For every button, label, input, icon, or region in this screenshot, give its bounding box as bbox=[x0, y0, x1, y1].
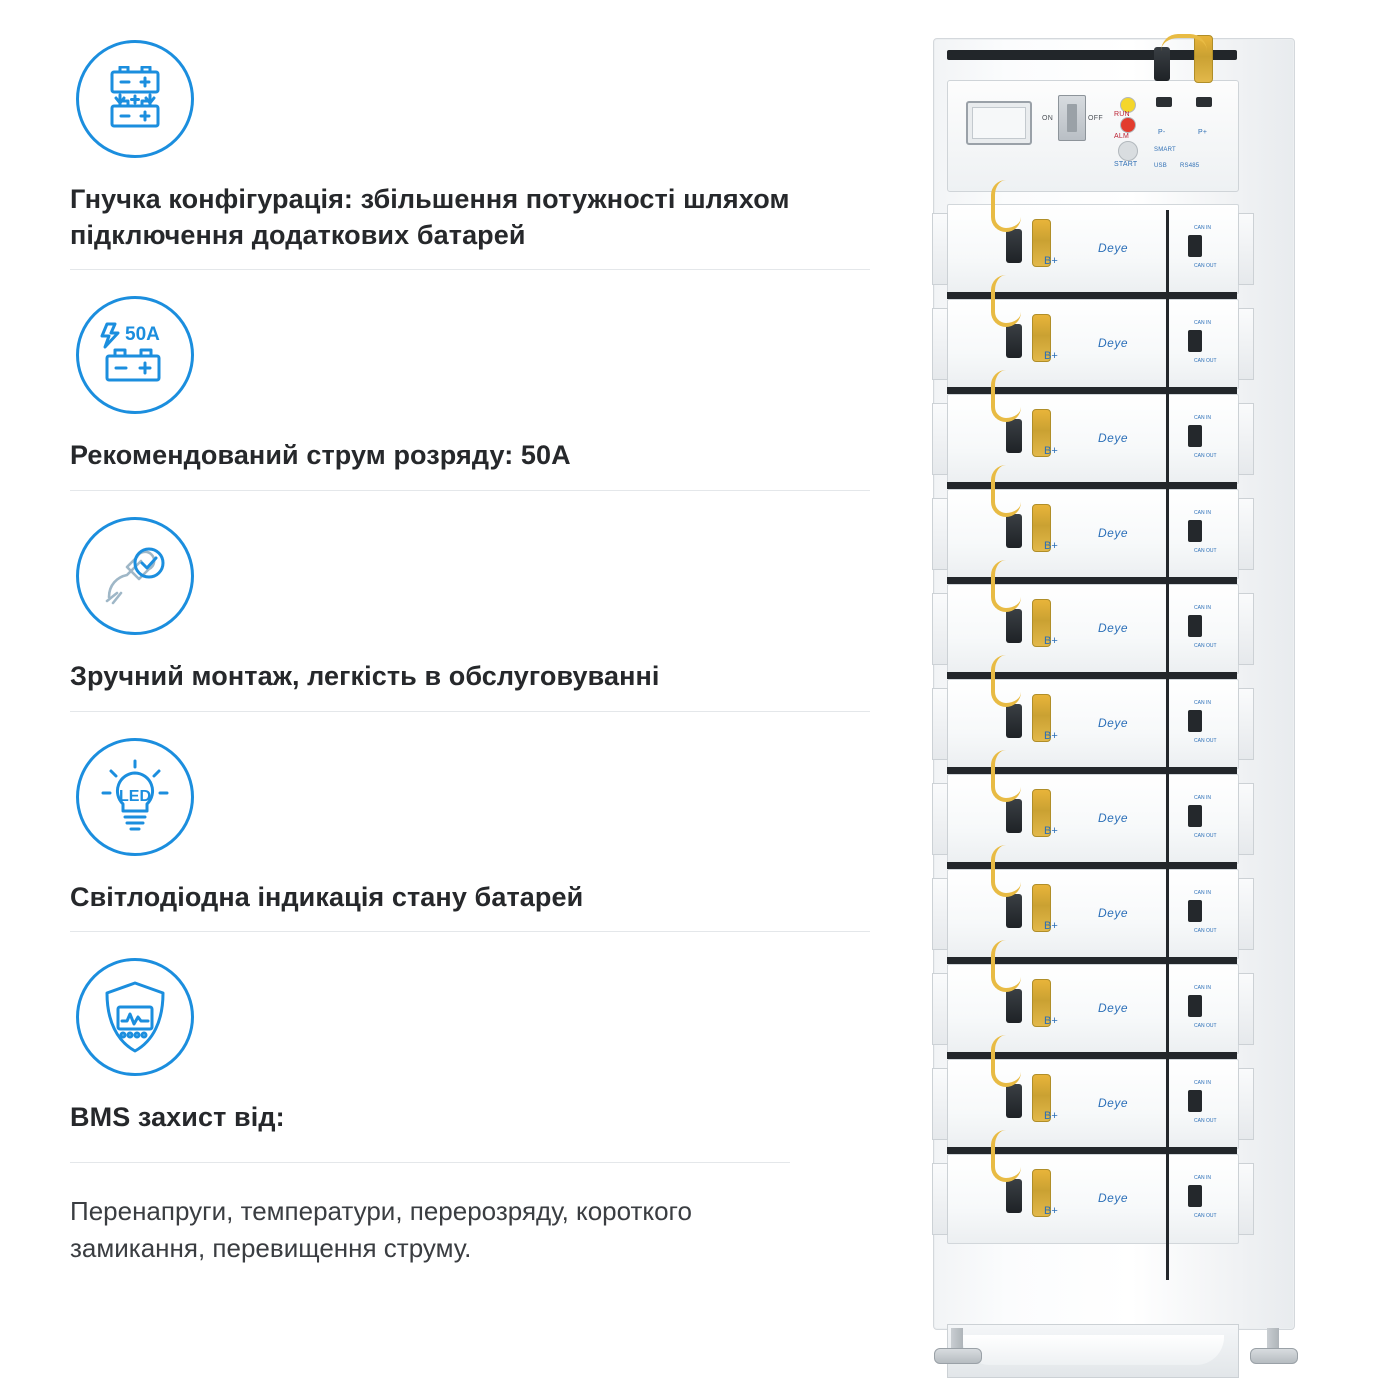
can-out-label: CAN OUT bbox=[1194, 453, 1217, 459]
communication-bus-cable bbox=[1166, 210, 1169, 1280]
brand-logo: Deye bbox=[1098, 526, 1129, 540]
mount-ear-right bbox=[1238, 593, 1254, 665]
controller-module bbox=[947, 80, 1239, 192]
usb-label: USB bbox=[1154, 163, 1167, 169]
mount-ear-left bbox=[932, 878, 948, 950]
can-out-label: CAN OUT bbox=[1194, 1118, 1217, 1124]
leveling-foot-left bbox=[934, 1348, 982, 1364]
terminal-label: B+ bbox=[1044, 255, 1058, 267]
leveling-foot-right bbox=[1250, 1348, 1298, 1364]
terminal-label: B+ bbox=[1044, 730, 1058, 742]
black-terminal bbox=[1006, 1179, 1022, 1213]
feature-item-easy-install bbox=[70, 490, 870, 711]
mount-ear-right bbox=[1238, 1163, 1254, 1235]
mount-ear-left bbox=[932, 308, 948, 380]
yellow-cable-link bbox=[991, 750, 1021, 802]
black-terminal bbox=[1006, 324, 1022, 358]
can-in-label: CAN IN bbox=[1194, 320, 1211, 326]
can-out-label: CAN OUT bbox=[1194, 1023, 1217, 1029]
terminal-label: B+ bbox=[1044, 350, 1058, 362]
rs485-label: RS485 bbox=[1180, 163, 1200, 169]
switch-off-label: OFF bbox=[1088, 115, 1103, 122]
mount-ear-right bbox=[1238, 783, 1254, 855]
foot-stem-left bbox=[951, 1328, 963, 1350]
brand-logo: Deye bbox=[1098, 1001, 1129, 1015]
brand-logo: Deye bbox=[1098, 336, 1129, 350]
mount-ear-left bbox=[932, 1068, 948, 1140]
terminal-label: B+ bbox=[1044, 540, 1058, 552]
comm-port bbox=[1188, 615, 1202, 637]
yellow-cable-link bbox=[991, 845, 1021, 897]
yellow-cable-link bbox=[991, 465, 1021, 517]
lcd-screen bbox=[966, 101, 1032, 145]
yellow-cable-top bbox=[1161, 34, 1207, 68]
comm-port bbox=[1188, 425, 1202, 447]
terminal-label: B+ bbox=[1044, 1110, 1058, 1122]
yellow-cable-link bbox=[991, 1130, 1021, 1182]
mount-ear-left bbox=[932, 498, 948, 570]
black-terminal bbox=[1006, 1084, 1022, 1118]
feature-item-discharge-current bbox=[70, 269, 870, 490]
can-in-label: CAN IN bbox=[1194, 510, 1211, 516]
can-in-label: CAN IN bbox=[1194, 795, 1211, 801]
product-illustration bbox=[905, 20, 1375, 1390]
black-terminal bbox=[1006, 514, 1022, 548]
terminal-label: B+ bbox=[1044, 1015, 1058, 1027]
brand-logo: Deye bbox=[1098, 716, 1129, 730]
yellow-cable-link bbox=[991, 655, 1021, 707]
can-in-label: CAN IN bbox=[1194, 890, 1211, 896]
can-out-label: CAN OUT bbox=[1194, 358, 1217, 364]
feature-subtext: Перенапруги, температури, перерозряду, короткого замикання, перевищення струму. bbox=[70, 1162, 790, 1267]
can-in-label: CAN IN bbox=[1194, 1080, 1211, 1086]
yellow-cable-link bbox=[991, 275, 1021, 327]
mount-ear-left bbox=[932, 593, 948, 665]
brand-logo: Deye bbox=[1098, 241, 1129, 255]
mount-ear-right bbox=[1238, 973, 1254, 1045]
mount-ear-right bbox=[1238, 1068, 1254, 1140]
can-in-label: CAN IN bbox=[1194, 1175, 1211, 1181]
terminal-label: B+ bbox=[1044, 635, 1058, 647]
comm-port bbox=[1188, 995, 1202, 1017]
mount-ear-right bbox=[1238, 308, 1254, 380]
yellow-cable-link bbox=[991, 180, 1021, 232]
mount-ear-left bbox=[932, 1163, 948, 1235]
can-out-label: CAN OUT bbox=[1194, 833, 1217, 839]
mount-ear-right bbox=[1238, 213, 1254, 285]
breaker-switch bbox=[1058, 95, 1086, 141]
brand-logo: Deye bbox=[1098, 1096, 1129, 1110]
black-terminal bbox=[1006, 419, 1022, 453]
comm-port bbox=[1188, 1185, 1202, 1207]
mount-ear-left bbox=[932, 783, 948, 855]
feature-text: Гнучка конфігурація: збільшення потужності шляхом підключення додаткових батарей bbox=[70, 184, 790, 250]
comm-port bbox=[1188, 1090, 1202, 1112]
feature-list bbox=[70, 40, 870, 1283]
mount-ear-right bbox=[1238, 498, 1254, 570]
mount-ear-left bbox=[932, 213, 948, 285]
port-positive bbox=[1196, 97, 1212, 107]
cabinet-base-panel bbox=[947, 1324, 1239, 1378]
foot-stem-right bbox=[1267, 1328, 1279, 1350]
port-negative bbox=[1156, 97, 1172, 107]
shield-bms-icon bbox=[76, 958, 194, 1076]
battery-stack-icon bbox=[76, 40, 194, 158]
start-label: START bbox=[1114, 161, 1138, 168]
smart-label: SMART bbox=[1154, 147, 1176, 153]
can-in-label: CAN IN bbox=[1194, 605, 1211, 611]
comm-port bbox=[1188, 710, 1202, 732]
yellow-cable-link bbox=[991, 370, 1021, 422]
can-out-label: CAN OUT bbox=[1194, 643, 1217, 649]
mount-ear-left bbox=[932, 973, 948, 1045]
comm-port bbox=[1188, 235, 1202, 257]
alm-label: ALM bbox=[1114, 133, 1129, 140]
mount-ear-left bbox=[932, 403, 948, 475]
icon-label: 50A bbox=[125, 324, 160, 346]
brand-logo: Deye bbox=[1098, 811, 1129, 825]
brand-logo: Deye bbox=[1098, 906, 1129, 920]
black-terminal bbox=[1006, 989, 1022, 1023]
mount-ear-right bbox=[1238, 688, 1254, 760]
port-minus-label: P- bbox=[1158, 129, 1166, 136]
comm-port bbox=[1188, 330, 1202, 352]
comm-port bbox=[1188, 805, 1202, 827]
black-terminal bbox=[1006, 704, 1022, 738]
alarm-lamp bbox=[1120, 117, 1136, 133]
feature-item-flexible-configuration bbox=[70, 40, 870, 269]
yellow-cable-link bbox=[991, 560, 1021, 612]
start-button[interactable] bbox=[1118, 141, 1138, 161]
terminal-label: B+ bbox=[1044, 825, 1058, 837]
switch-on-label: ON bbox=[1042, 115, 1054, 122]
feature-text: BMS захист від: bbox=[70, 1102, 285, 1133]
mount-ear-right bbox=[1238, 878, 1254, 950]
battery-50a-icon bbox=[76, 296, 194, 414]
run-label: RUN bbox=[1114, 111, 1130, 118]
terminal-label: B+ bbox=[1044, 920, 1058, 932]
mount-ear-right bbox=[1238, 403, 1254, 475]
yellow-cable-link bbox=[991, 940, 1021, 992]
black-terminal bbox=[1006, 799, 1022, 833]
yellow-cable-link bbox=[991, 1035, 1021, 1087]
feature-text: Світлодіодна індикація стану батарей bbox=[70, 881, 584, 912]
brand-logo: Deye bbox=[1098, 431, 1129, 445]
can-out-label: CAN OUT bbox=[1194, 928, 1217, 934]
brand-logo: Deye bbox=[1098, 1191, 1129, 1205]
feature-item-bms-protection bbox=[70, 931, 870, 1282]
mount-ear-left bbox=[932, 688, 948, 760]
can-in-label: CAN IN bbox=[1194, 225, 1211, 231]
icon-label: LED bbox=[119, 787, 151, 805]
wrench-check-icon bbox=[76, 517, 194, 635]
can-in-label: CAN IN bbox=[1194, 985, 1211, 991]
feature-text: Зручний монтаж, легкість в обслуговуванні bbox=[70, 660, 660, 691]
comm-port bbox=[1188, 900, 1202, 922]
can-out-label: CAN OUT bbox=[1194, 1213, 1217, 1219]
can-in-label: CAN IN bbox=[1194, 415, 1211, 421]
black-terminal bbox=[1006, 609, 1022, 643]
can-out-label: CAN OUT bbox=[1194, 548, 1217, 554]
feature-text: Рекомендований струм розряду: 50A bbox=[70, 440, 571, 471]
black-terminal bbox=[1006, 229, 1022, 263]
port-plus-label: P+ bbox=[1198, 129, 1208, 136]
can-out-label: CAN OUT bbox=[1194, 263, 1217, 269]
feature-item-led-indication bbox=[70, 711, 870, 932]
terminal-label: B+ bbox=[1044, 1205, 1058, 1217]
can-in-label: CAN IN bbox=[1194, 700, 1211, 706]
brand-logo: Deye bbox=[1098, 621, 1129, 635]
can-out-label: CAN OUT bbox=[1194, 738, 1217, 744]
comm-port bbox=[1188, 520, 1202, 542]
black-terminal bbox=[1006, 894, 1022, 928]
terminal-label: B+ bbox=[1044, 445, 1058, 457]
led-bulb-icon bbox=[76, 738, 194, 856]
